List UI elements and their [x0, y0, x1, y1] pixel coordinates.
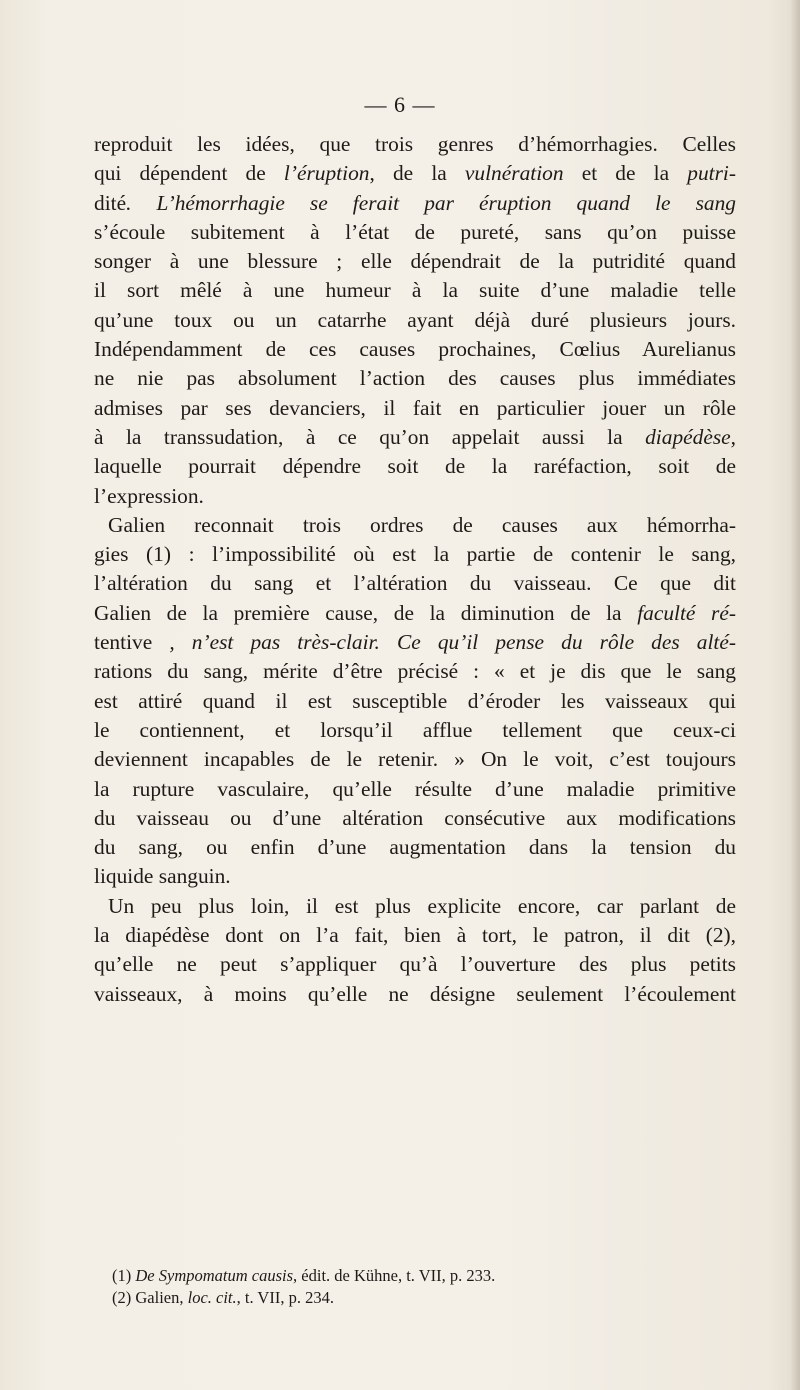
text-line: Galien de la première cause, de la diminution de la faculté ré-: [94, 600, 736, 625]
text-line: est attiré quand il est susceptible d’éroder les vaisseaux qui: [94, 688, 736, 713]
text-line: l’altération du sang et l’altération du vaisseau. Ce que dit: [94, 571, 736, 596]
text-line: rations du sang, mérite d’être précisé : « et je dis que le sang: [94, 659, 736, 684]
text-line: ne nie pas absolument l’action des causes plus immédiates: [94, 366, 736, 391]
text-line: Indépendamment de ces causes prochaines, Cœlius Aurelianus: [94, 337, 736, 362]
text-line: laquelle pourrait dépendre soit de la raréfaction, soit de: [94, 454, 736, 479]
text-line: liquide sanguin.: [94, 864, 231, 889]
text-line: l’expression.: [94, 483, 204, 508]
text-line: du vaisseau ou d’une altération consécutive aux modifications: [94, 805, 736, 830]
body-text: [94, 130, 736, 1009]
text-line: le contiennent, et lorsqu’il afflue tellement que ceux-ci: [94, 717, 736, 742]
text-line: qu’elle ne peut s’appliquer qu’à l’ouverture des plus petits: [94, 952, 736, 977]
text-line: gies (1) : l’impossibilité où est la partie de contenir le sang,: [94, 542, 736, 567]
text-line: reproduit les idées, que trois genres d’hémorrhagies. Celles: [94, 132, 736, 156]
text-line: la diapédèse dont on l’a fait, bien à tort, le patron, il dit (2),: [94, 923, 736, 948]
page-edge-shadow: [790, 0, 800, 1390]
text-line: tentive , n’est pas très-clair. Ce qu’il pense du rôle des alté-: [94, 630, 736, 655]
text-line: à la transsudation, à ce qu’on appelait aussi la diapédèse,: [94, 424, 736, 449]
text-line: deviennent incapables de le retenir. » On le voit, c’est toujours: [94, 747, 736, 772]
page-number: — 6 —: [364, 92, 436, 117]
footnotes: [112, 1265, 732, 1309]
footnote: (2) Galien, loc. cit., t. VII, p. 234.: [112, 1288, 334, 1307]
text-line: du sang, ou enfin d’une augmentation dans la tension du: [94, 835, 736, 860]
footnote: (1) De Sympomatum causis, édit. de Kühne, t. VII, p. 233.: [112, 1266, 496, 1285]
text-line: dité. L’hémorrhagie se ferait par éruption quand le sang: [94, 190, 736, 215]
text-line: la rupture vasculaire, qu’elle résulte d’une maladie primitive: [94, 776, 736, 801]
text-line: vaisseaux, à moins qu’elle ne désigne seulement l’écoulement: [94, 981, 736, 1006]
text-line: qui dépendent de l’éruption, de la vulnération et de la putri-: [94, 161, 736, 186]
text-line: Galien reconnait trois ordres de causes aux hémorrha-: [108, 512, 736, 537]
text-line: songer à une blessure ; elle dépendrait de la putridité quand: [94, 249, 736, 274]
text-line: il sort mêlé à une humeur à la suite d’une maladie telle: [94, 278, 736, 303]
text-line: Un peu plus loin, il est plus explicite encore, car parlant de: [108, 893, 736, 918]
text-line: admises par ses devanciers, il fait en particulier jouer un rôle: [94, 395, 736, 420]
text-line: qu’une toux ou un catarrhe ayant déjà duré plusieurs jours.: [94, 307, 736, 332]
text-line: s’écoule subitement à l’état de pureté, sans qu’on puisse: [94, 219, 736, 244]
